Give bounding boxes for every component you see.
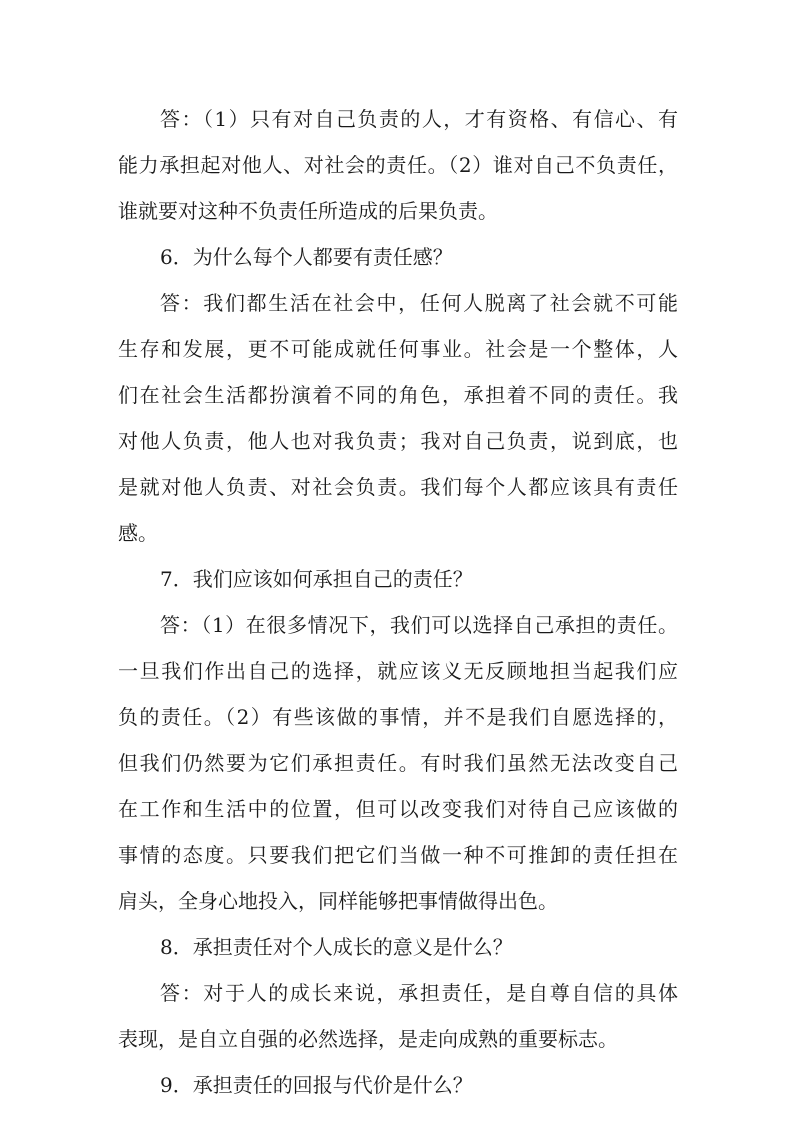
text-line: 对他人负责，他人也对我负责；我对自己负责，说到底，也 — [118, 429, 678, 453]
text-line: 9．承担责任的回报与代价是什么？ — [160, 1073, 473, 1097]
text-line: 在工作和生活中的位置，但可以改变我们对待自己应该做的 — [118, 797, 678, 821]
text-line: 事情的态度。只要我们把它们当做一种不可推卸的责任担在 — [118, 843, 678, 867]
document-body — [118, 96, 678, 1108]
text-line: 答：我们都生活在社会中，任何人脱离了社会就不可能 — [160, 291, 678, 315]
text-line: 们在社会生活都扮演着不同的角色，承担着不同的责任。我 — [118, 383, 678, 407]
text-line: 负的责任。（2）有些该做的事情，并不是我们自愿选择的， — [118, 705, 678, 729]
text-line: 感。 — [118, 521, 158, 545]
text-line: 是就对他人负责、对社会负责。我们每个人都应该具有责任 — [118, 475, 678, 499]
text-line: 答：（1）在很多情况下，我们可以选择自己承担的责任。 — [160, 613, 678, 637]
text-line: 生存和发展，更不可能成就任何事业。社会是一个整体，人 — [118, 337, 678, 361]
text-line: 但我们仍然要为它们承担责任。有时我们虽然无法改变自己 — [118, 751, 678, 775]
text-line: 一旦我们作出自己的选择，就应该义无反顾地担当起我们应 — [118, 659, 678, 683]
text-line: 6．为什么每个人都要有责任感？ — [160, 245, 453, 269]
text-line: 肩头，全身心地投入，同样能够把事情做得出色。 — [118, 889, 558, 913]
text-line: 答：对于人的成长来说，承担责任，是自尊自信的具体 — [160, 981, 678, 1005]
text-line: 8．承担责任对个人成长的意义是什么？ — [160, 935, 513, 959]
text-line: 表现，是自立自强的必然选择，是走向成熟的重要标志。 — [118, 1027, 618, 1051]
text-line: 谁就要对这种不负责任所造成的后果负责。 — [118, 199, 498, 223]
text-line: 答：（1）只有对自己负责的人，才有资格、有信心、有 — [160, 107, 678, 131]
text-line: 能力承担起对他人、对社会的责任。（2）谁对自己不负责任， — [118, 153, 678, 177]
text-line: 7．我们应该如何承担自己的责任？ — [160, 567, 473, 591]
